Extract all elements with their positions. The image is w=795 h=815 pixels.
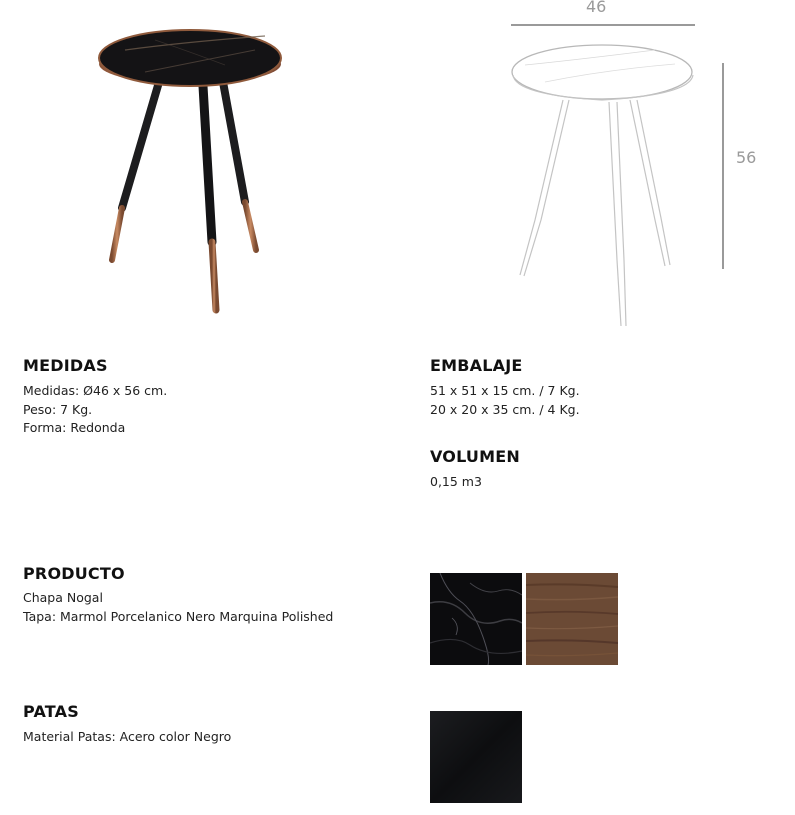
embalaje-line: 51 x 51 x 15 cm. / 7 Kg. <box>430 383 580 398</box>
medidas-line: Medidas: Ø46 x 56 cm. <box>23 383 168 398</box>
height-dimension-label: 56 <box>736 148 757 167</box>
embalaje-heading: EMBALAJE <box>430 356 523 375</box>
product-photo <box>95 20 295 320</box>
medidas-details <box>23 382 167 438</box>
width-dimension-label: 46 <box>586 0 607 16</box>
producto-line: Tapa: Marmol Porcelanico Nero Marquina Polished <box>23 608 334 624</box>
medidas-line: Peso: 7 Kg. <box>23 401 93 417</box>
embalaje-details <box>430 382 580 419</box>
dimension-drawing <box>505 20 715 335</box>
producto-details <box>23 589 333 626</box>
volumen-heading: VOLUMEN <box>430 447 520 466</box>
height-dimension-line <box>722 63 724 269</box>
black-marble-swatch <box>430 573 522 665</box>
walnut-swatch <box>526 573 618 665</box>
embalaje-line: 20 x 20 x 35 cm. / 4 Kg. <box>430 401 580 417</box>
patas-line: Material Patas: Acero color Negro <box>23 729 232 744</box>
black-steel-swatch <box>430 711 522 803</box>
medidas-line: Forma: Redonda <box>23 420 126 435</box>
producto-heading: PRODUCTO <box>23 564 125 583</box>
volumen-value: 0,15 m3 <box>430 474 482 489</box>
producto-line: Chapa Nogal <box>23 590 103 605</box>
patas-heading: PATAS <box>23 702 79 721</box>
medidas-heading: MEDIDAS <box>23 356 108 375</box>
